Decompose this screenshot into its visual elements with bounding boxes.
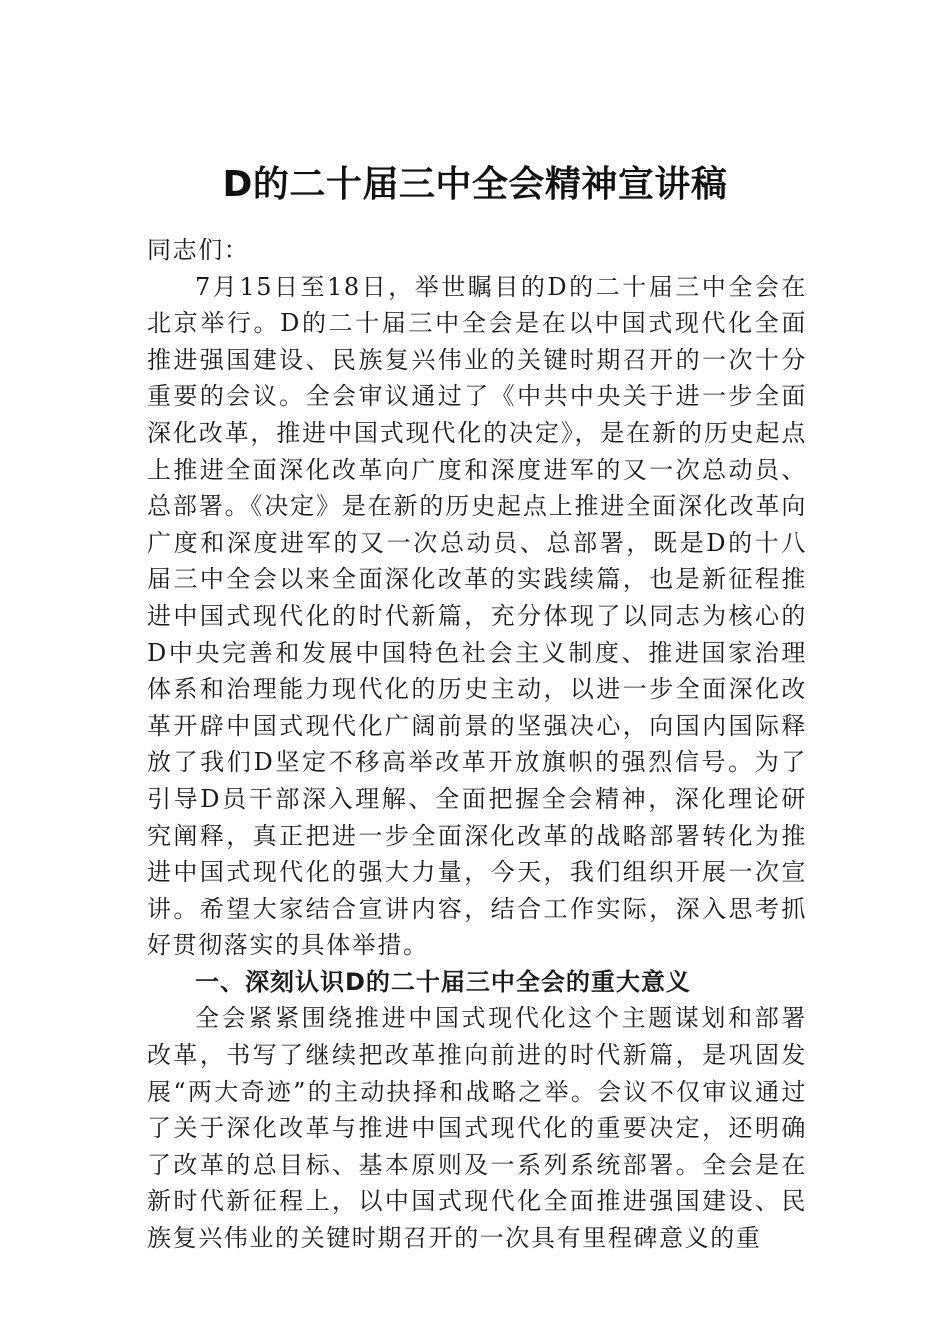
intro-paragraph: 7月15日至18日，举世瞩目的D的二十届三中全会在北京举行。D的二十届三中全会是在以中国式现代化全面推进强国建设、民族复兴伟业的关键时期召开的一次十分重要的会议。全会审议通过了《中共中央关于进一步全面深化改革，推进中国式现代化的决定》，是在新的历史起点上推进全面深化改革向广度和深度进军的又一次总动员、总部署。《决定》是在新的历史起点上推进全面深化改革向广度和深度进军的又一次总动员、总部署，既是D的十八届三中全会以来全面深化改革的实践续篇，也是新征程推进中国式现代化的时代新篇，充分体现了以同志为核心的D中央完善和发展中国特色社会主义制度、推进国家治理体系和治理能力现代化的历史主动，以进一步全面深化改革开辟中国式现代化广阔前景的坚强决心，向国内国际释放了我们D坚定不移高举改革开放旗帜的强烈信号。为了引导D员干部深入理解、全面把握全会精神，深化理论研究阐释，真正把进一步全面深化改革的战略部署转化为推进中国式现代化的强大力量，今天，我们组织开展一次宣讲。希望大家结合宣讲内容，结合工作实际，深入思考抓好贯彻落实的具体举措。 [147,272,807,960]
salutation: 同志们： [147,236,250,264]
document-body [147,232,807,1257]
section-heading: 一、深刻认识D的二十届三中全会的重大意义 [195,967,691,996]
document-title: D的二十届三中全会精神宣讲稿 [222,164,728,205]
section-paragraph: 全会紧紧围绕推进中国式现代化这个主题谋划和部署改革，书写了继续把改革推向前进的时代新篇，是巩固发展“两大奇迹”的主动抉择和战略之举。会议不仅审议通过了关于深化改革与推进中国式现代化的重要决定，还明确了改革的总目标、基本原则及一系列系统部署。全会是在新时代新征程上，以中国式现代化全面推进强国建设、民族复兴伟业的关键时期召开的一次具有里程碑意义的重 [147,1004,807,1253]
